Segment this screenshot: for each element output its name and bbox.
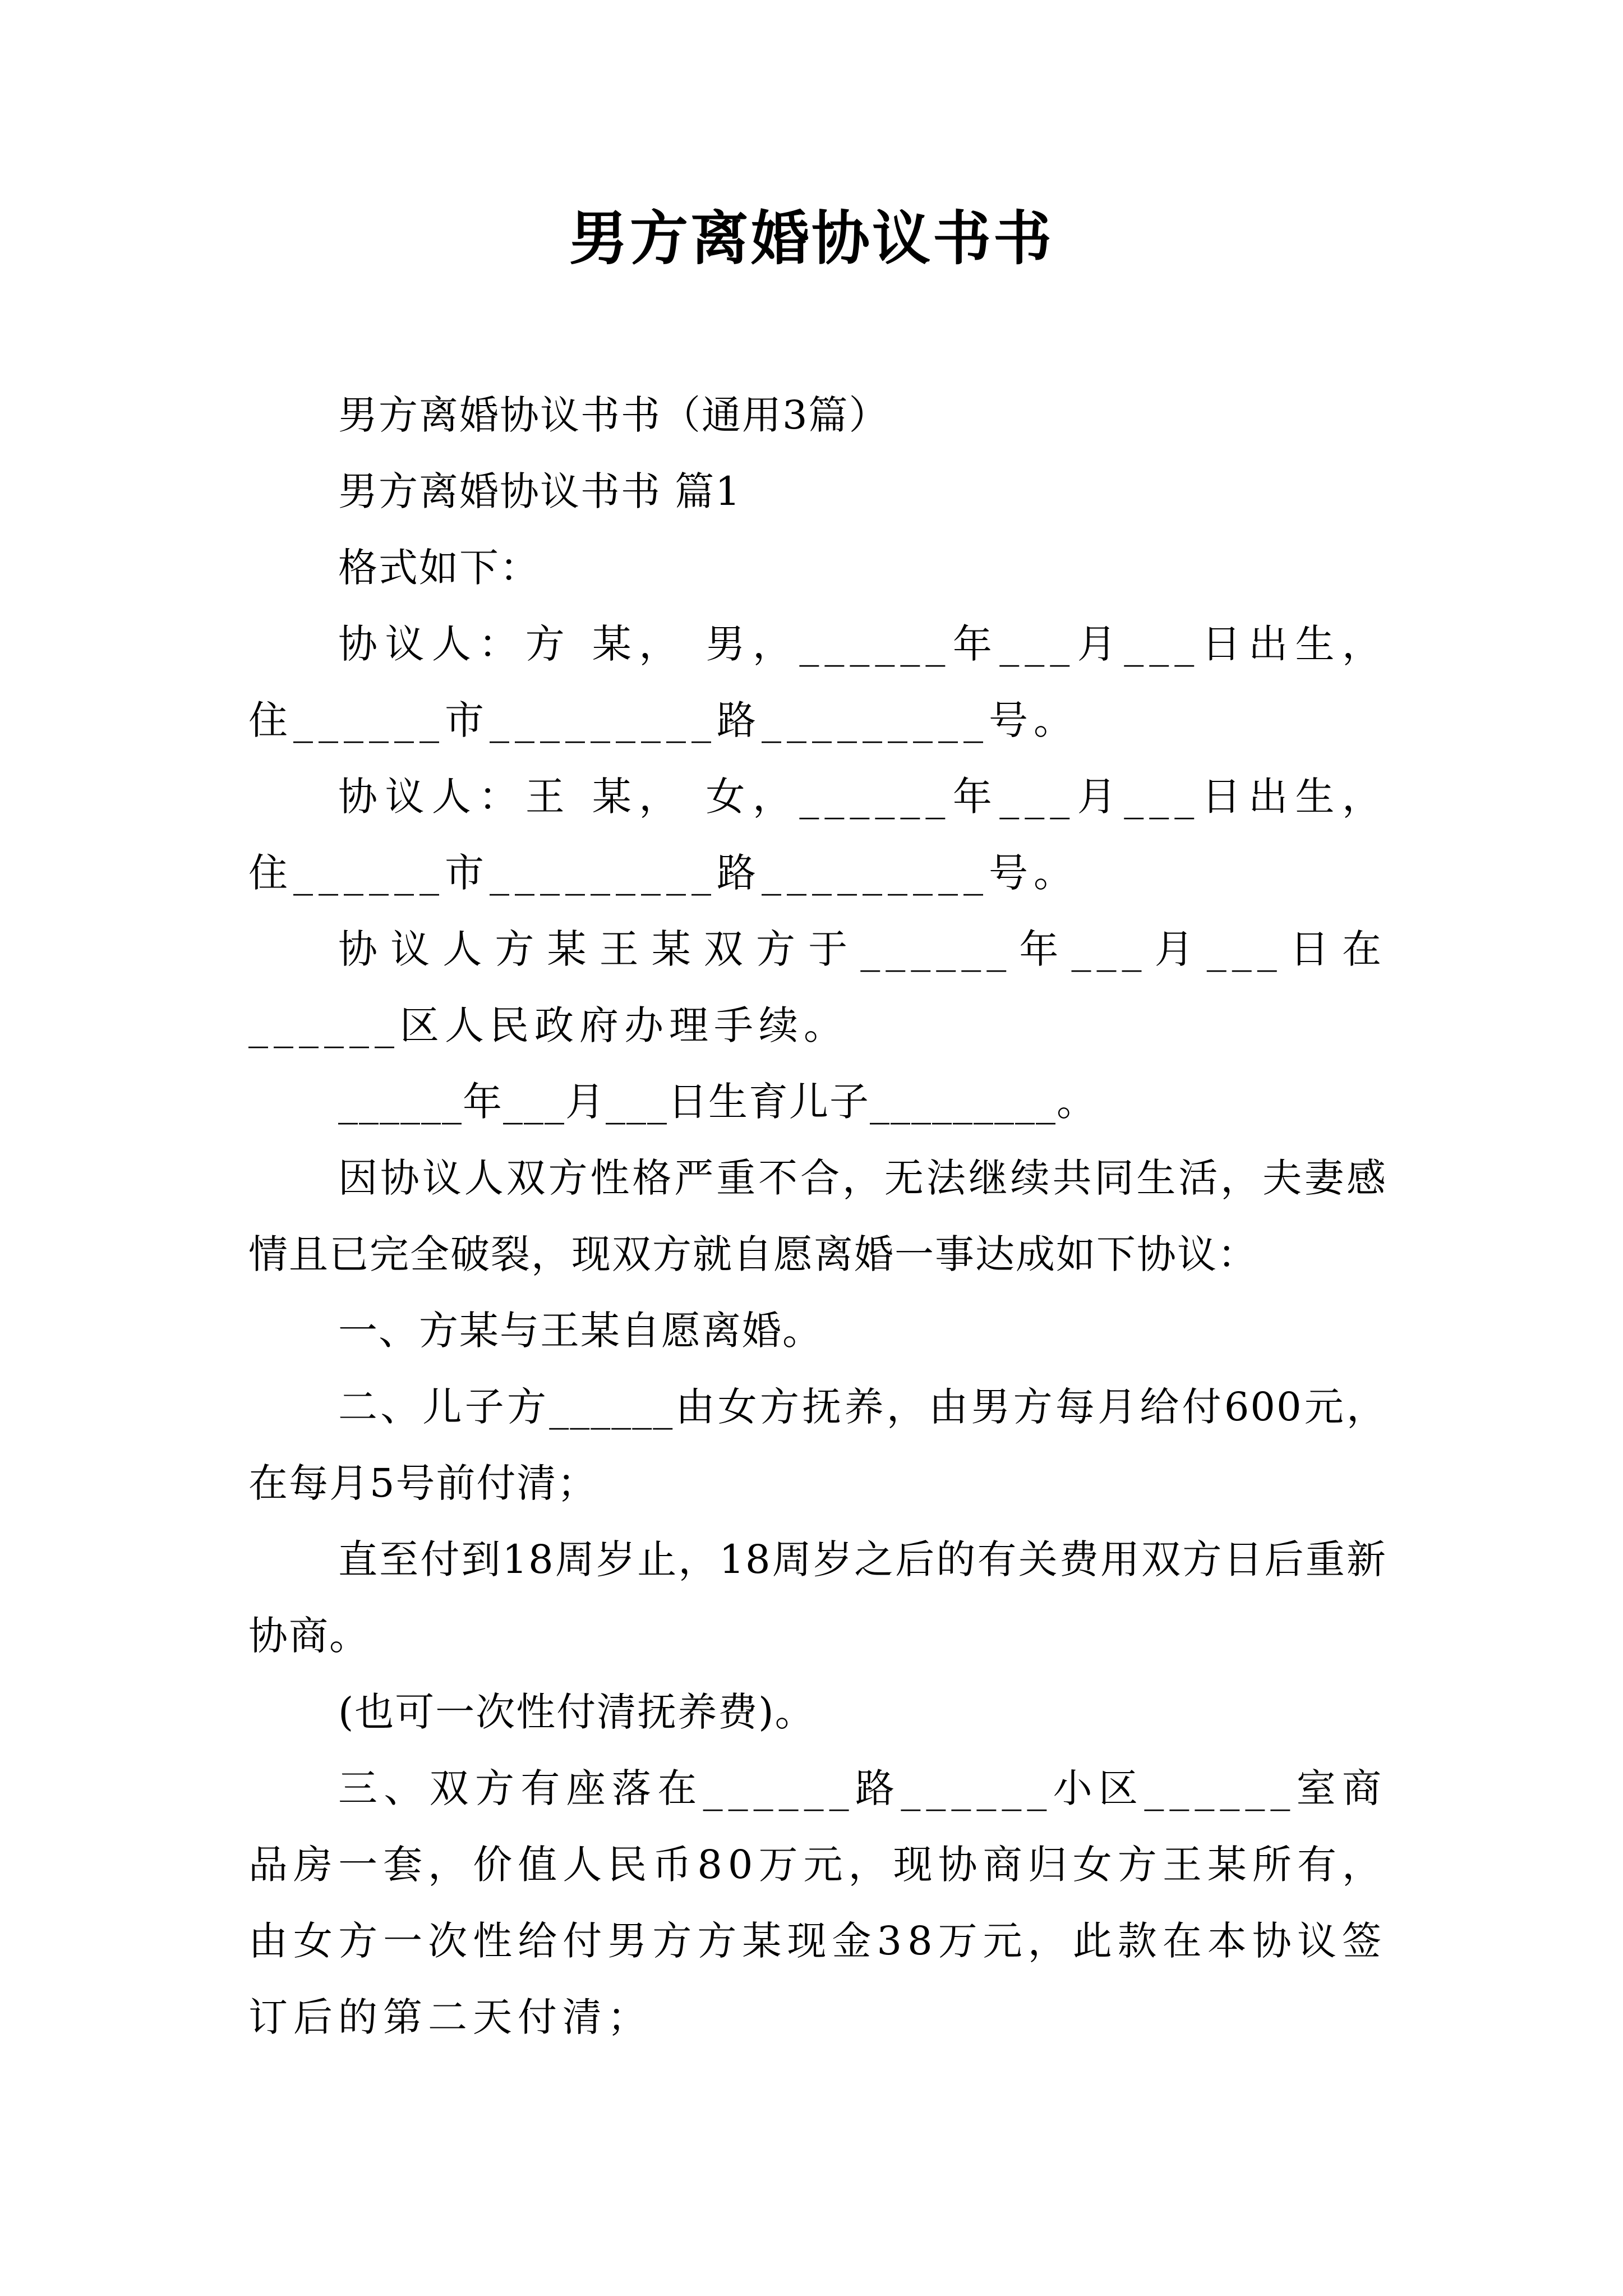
paragraph-subtitle: 男方离婚协议书书（通用3篇） xyxy=(338,392,889,438)
paragraph-reason: 因协议人双方性格严重不合，无法继续共同生活，夫妻感情且已完全破裂，现双方就自愿离婚一事达成如下协议： xyxy=(248,1155,1387,1277)
paragraph-section-heading: 男方离婚协议书书 篇1 xyxy=(338,468,741,514)
paragraph-son-birth: ______年___月___日生育儿子_________。 xyxy=(338,1079,1097,1125)
paragraph-party-male: 协议人：方 某， 男，______年___月___日出生，住______市_________路_________号。 xyxy=(248,621,1387,743)
paragraph-registration: 协议人方某王某双方于______年___月___日在______区人民政府办理手续。 xyxy=(248,926,1387,1048)
paragraph-format: 格式如下： xyxy=(338,545,540,591)
document-body xyxy=(248,377,1387,2055)
paragraph-clause-2-continued: 直至付到18周岁止，18周岁之后的有关费用双方日后重新协商。 xyxy=(248,1536,1387,1659)
paragraph-clause-3: 三、双方有座落在______路______小区______室商品房一套，价值人民币80万元，现协商归女方王某所有，由女方一次性给付男方方某现金38万元，此款在本协议签订后的第二天付清； xyxy=(248,1765,1387,2040)
paragraph-clause-1: 一、方某与王某自愿离婚。 xyxy=(338,1308,823,1354)
paragraph-clause-2: 二、儿子方______由女方抚养，由男方每月给付600元，在每月5号前付清； xyxy=(248,1384,1387,1506)
paragraph-clause-2-note: (也可一次性付清抚养费)。 xyxy=(338,1689,815,1735)
paragraph-party-female: 协议人：王 某， 女，______年___月___日出生，住______市_________路_________号。 xyxy=(248,774,1387,896)
document-title: 男方离婚协议书书 xyxy=(569,204,1054,273)
